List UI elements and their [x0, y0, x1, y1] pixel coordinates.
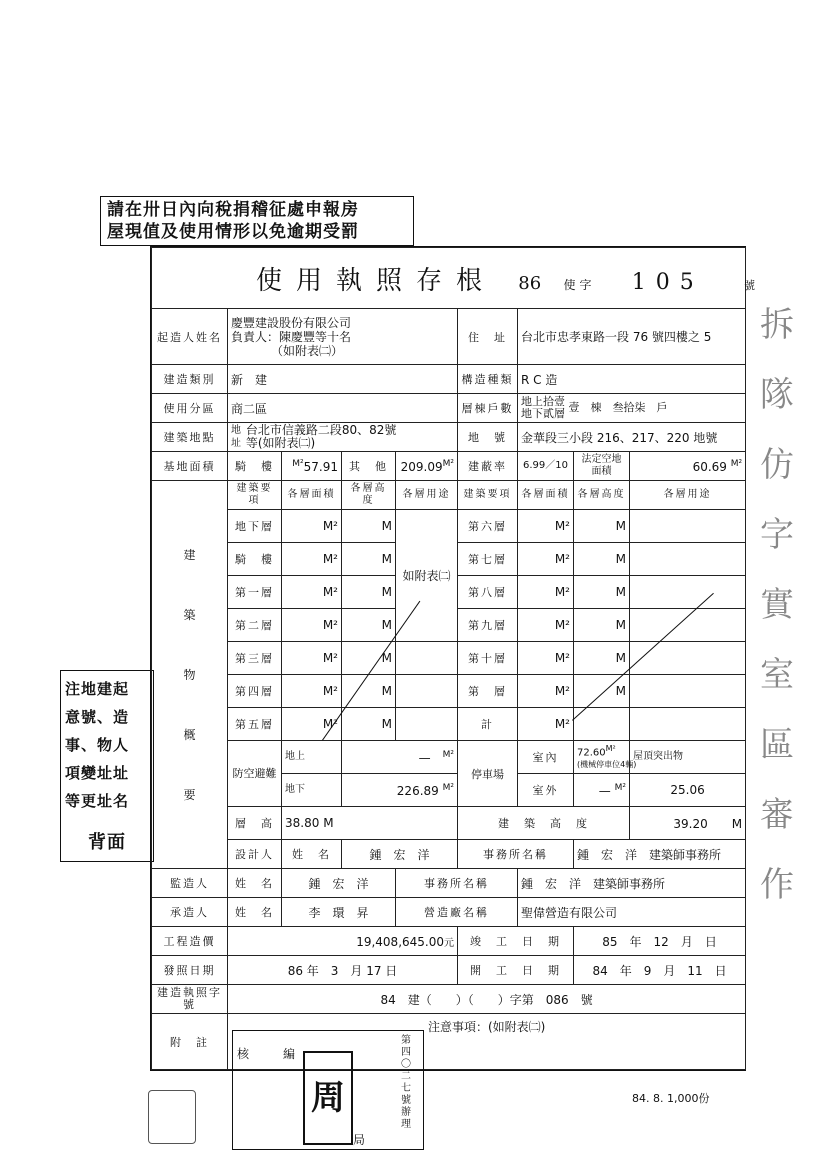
floor-height-unit: M [342, 708, 396, 741]
applicant-label: 起造人姓名 [152, 309, 228, 365]
lot-label: 地 號 [458, 423, 518, 452]
lot-value: 金華段三小段 216、217、220 地號 [518, 423, 746, 452]
floor-height-unit: M [342, 642, 396, 675]
floor-height-unit: M [342, 609, 396, 642]
arcade-label: 騎 樓 [228, 452, 282, 481]
floor-label: 第五層 [228, 708, 282, 741]
arcade-value: $^{M^2}$57.91 [282, 452, 342, 481]
address-value: 台北市忠孝東路一段 76 號四樓之 5 [518, 309, 746, 365]
print-run-footer: 84. 8. 1,000份 [632, 1092, 710, 1105]
floor-usage [396, 642, 458, 675]
base-area-label: 基地面積 [152, 452, 228, 481]
floor-area-unit: M² [518, 675, 574, 708]
floor-usage [630, 576, 746, 609]
contractor-label: 承造人 [152, 898, 228, 927]
floors-value [518, 394, 746, 423]
header-item: 建築要項 [228, 481, 282, 510]
left-notice-line: 注地建起 [65, 680, 130, 698]
office-label: 事務所名稱 [396, 869, 518, 898]
floor-label: 第七層 [458, 543, 518, 576]
permit-number: 105 [631, 269, 704, 295]
parking-outdoor-label: 室外 [518, 774, 574, 807]
title-text: 使用執照存根 [256, 265, 497, 296]
floor-label: 第 層 [458, 675, 518, 708]
header-area: 各層面積 [518, 481, 574, 510]
floor-label: 地下層 [228, 510, 282, 543]
floor-area-unit: M² [282, 642, 342, 675]
office-label: 事務所名稱 [458, 840, 574, 869]
left-notice-back: 背面 [88, 832, 126, 853]
floor-usage [630, 642, 746, 675]
shelter-below-label: 地下 [282, 774, 342, 807]
floor-label: 第一層 [228, 576, 282, 609]
other-value: $209.09^{M^2}$ [396, 452, 458, 481]
floor-height-unit: M [574, 675, 630, 708]
remarks-notice: 注意事項：(如附表㈡) [428, 1020, 546, 1034]
title-word: 使字 [563, 277, 596, 292]
left-notice-line: 意號、造 [65, 708, 130, 726]
form-title [152, 248, 755, 309]
floors-above: 地上拾壹 [521, 395, 565, 408]
floors-label: 層棟戶數 [458, 394, 518, 423]
site-line1: 台北市信義路二段80、82號 [245, 423, 397, 437]
floor-usage [630, 609, 746, 642]
floor-area-unit: M² [282, 708, 342, 741]
floor-area-unit: M² [282, 576, 342, 609]
floor-height-unit: M [574, 543, 630, 576]
floor-label: 第二層 [228, 609, 282, 642]
parking-indoor-value: $72.60^{M^2}$ (機械停車位4輛) [574, 741, 630, 774]
header-item: 建築要項 [458, 481, 518, 510]
header-usage: 各層用途 [396, 481, 458, 510]
roof-label: 屋頂突出物 [630, 741, 746, 774]
issue-label: 發照日期 [152, 956, 228, 985]
cost-label: 工程造價 [152, 927, 228, 956]
floor-area-unit: M² [282, 609, 342, 642]
floor-height-unit: M [342, 543, 396, 576]
contractor-firm: 聖偉營造有限公司 [518, 898, 746, 927]
designer-office: 鍾 宏 洋 建築師事務所 [574, 840, 746, 869]
site-line2: 等(如附表㈡) [245, 436, 316, 450]
floor-usage [630, 543, 746, 576]
floor-area-unit: M² [282, 510, 342, 543]
floor-label: 第六層 [458, 510, 518, 543]
supervisor-label: 監造人 [152, 869, 228, 898]
official-name-seal: 周 [303, 1051, 353, 1145]
shelter-label: 防空避難 [228, 741, 282, 807]
tax-notice-line2: 屋現值及使用情形以免逾期受罰 [107, 222, 359, 242]
header-usage: 各層用途 [630, 481, 746, 510]
storey-height-value: 38.80 M [282, 807, 458, 840]
floor-height-unit: M [342, 576, 396, 609]
floor-area-unit: M² [518, 708, 574, 741]
side-seal-fragment: 拆 隊 仿 字 實 室 區 審 作 [760, 305, 794, 905]
vertical-remark: 第四〇二七號辦理 [401, 1035, 411, 1130]
completion-value: 85 年 12 月 日 [574, 927, 746, 956]
usage-note: 如附表㈡ [396, 510, 458, 642]
corner-seal-icon [148, 1090, 196, 1144]
coverage-value: 6.99／10 [518, 452, 574, 481]
building-height-value: 39.20 M [630, 807, 746, 840]
left-notice-line: 等更址名 [65, 792, 130, 810]
floor-height-unit: M [574, 510, 630, 543]
structure-label: 構造種類 [458, 365, 518, 394]
floor-usage [630, 708, 746, 741]
building-height-label: 建 築 高 度 [458, 807, 630, 840]
open-space-label: 法定空地面積 [574, 452, 630, 481]
start-value: 84 年 9 月 11 日 [574, 956, 746, 985]
storey-height-label: 層 高 [228, 807, 282, 840]
floor-usage [396, 708, 458, 741]
floor-height-unit: M [574, 642, 630, 675]
floor-height-unit: M [342, 510, 396, 543]
tax-notice-stamp [100, 196, 414, 246]
supervisor-office: 鍾 宏 洋 建築師事務所 [518, 869, 746, 898]
zone-value: 商二區 [228, 394, 458, 423]
applicant-line3: （如附表㈡） [271, 343, 344, 358]
floor-label: 第八層 [458, 576, 518, 609]
shelter-above-label: 地上 [282, 741, 342, 774]
floor-label: 第四層 [228, 675, 282, 708]
title-suffix: 號 [744, 278, 755, 292]
floor-usage [630, 510, 746, 543]
header-area: 各層面積 [282, 481, 342, 510]
header-height: 各層高度 [574, 481, 630, 510]
floor-area-unit: M² [282, 675, 342, 708]
applicant-value [228, 309, 458, 365]
permit-label: 建造執照字號 [152, 985, 228, 1014]
parking-indoor-label: 室內 [518, 741, 574, 774]
floor-label: 第十層 [458, 642, 518, 675]
usage-permit-form [150, 246, 755, 1071]
site-value [228, 423, 458, 452]
roof-value: 25.06 [630, 774, 746, 807]
remarks-label: 附 註 [152, 1014, 228, 1070]
parking-label: 停車場 [458, 741, 518, 807]
left-notice-stamp [60, 670, 154, 862]
floor-usage [396, 675, 458, 708]
floor-area-unit: M² [282, 543, 342, 576]
approval-seal-block [232, 1030, 424, 1150]
header-height: 各層高度 [342, 481, 396, 510]
left-notice-line: 事、物人 [65, 736, 130, 754]
start-label: 開 工 日 期 [458, 956, 574, 985]
designer-label: 設計人 [228, 840, 282, 869]
applicant-line2: 負責人：陳慶豐等十名 [231, 329, 352, 344]
floor-label: 騎 樓 [228, 543, 282, 576]
floor-area-unit: M² [518, 642, 574, 675]
name-label: 姓 名 [282, 840, 342, 869]
zone-label: 使用分區 [152, 394, 228, 423]
shelter-below-value: 226.89 $^{M^2}$ [342, 774, 458, 807]
issue-value: 86 年 3 月 17 日 [228, 956, 458, 985]
structure-value: R C 造 [518, 365, 746, 394]
building-type-label: 建造類別 [152, 365, 228, 394]
floor-height-unit: M [342, 675, 396, 708]
parking-outdoor-value: — $^{M^2}$ [574, 774, 630, 807]
building-type-value: 新 建 [228, 365, 458, 394]
floor-area-unit: M² [518, 576, 574, 609]
other-label: 其 他 [342, 452, 396, 481]
address-label: 住 址 [458, 309, 518, 365]
floor-area-unit: M² [518, 609, 574, 642]
floor-height-unit: M [574, 609, 630, 642]
left-notice-line: 項變址址 [65, 764, 130, 782]
firm-label: 營造廠名稱 [396, 898, 518, 927]
floor-height-unit: M [574, 576, 630, 609]
floor-usage [630, 675, 746, 708]
completion-label: 竣 工 日 期 [458, 927, 574, 956]
coverage-label: 建蔽率 [458, 452, 518, 481]
tax-notice-line1: 請在卅日內向稅捐稽征處申報房 [107, 200, 359, 220]
total-label: 計 [458, 708, 518, 741]
site-prefix: 地址 [231, 425, 241, 449]
edit-label: 編 [283, 1047, 296, 1061]
floor-area-unit: M² [518, 510, 574, 543]
shelter-above-value: — $^{M^2}$ [342, 741, 458, 774]
permit-value: 84 建（ ）（ ）字第 086 號 [228, 985, 746, 1014]
name-label: 姓 名 [228, 898, 282, 927]
check-label: 核 [237, 1047, 250, 1061]
overview-side-label: 建 築 物 概 要 [152, 481, 228, 869]
title-year: 86 [518, 272, 542, 294]
contractor-name: 李 環 昇 [282, 898, 396, 927]
applicant-line1: 慶豐建設股份有限公司 [231, 315, 352, 330]
cost-value: 19,408,645.00元 [228, 927, 458, 956]
supervisor-name: 鍾 宏 洋 [282, 869, 396, 898]
bureau-label: 局 [353, 1133, 366, 1147]
floors-below: 地下貳層 [521, 407, 565, 420]
name-label: 姓 名 [228, 869, 282, 898]
designer-name: 鍾 宏 洋 [342, 840, 458, 869]
site-label: 建築地點 [152, 423, 228, 452]
floor-area-unit: M² [518, 543, 574, 576]
open-space-value: 60.69 $^{M^2}$ [630, 452, 746, 481]
floor-label: 第三層 [228, 642, 282, 675]
floor-label: 第九層 [458, 609, 518, 642]
floors-units: 壹 棟 叁拾柒 戶 [568, 401, 668, 414]
